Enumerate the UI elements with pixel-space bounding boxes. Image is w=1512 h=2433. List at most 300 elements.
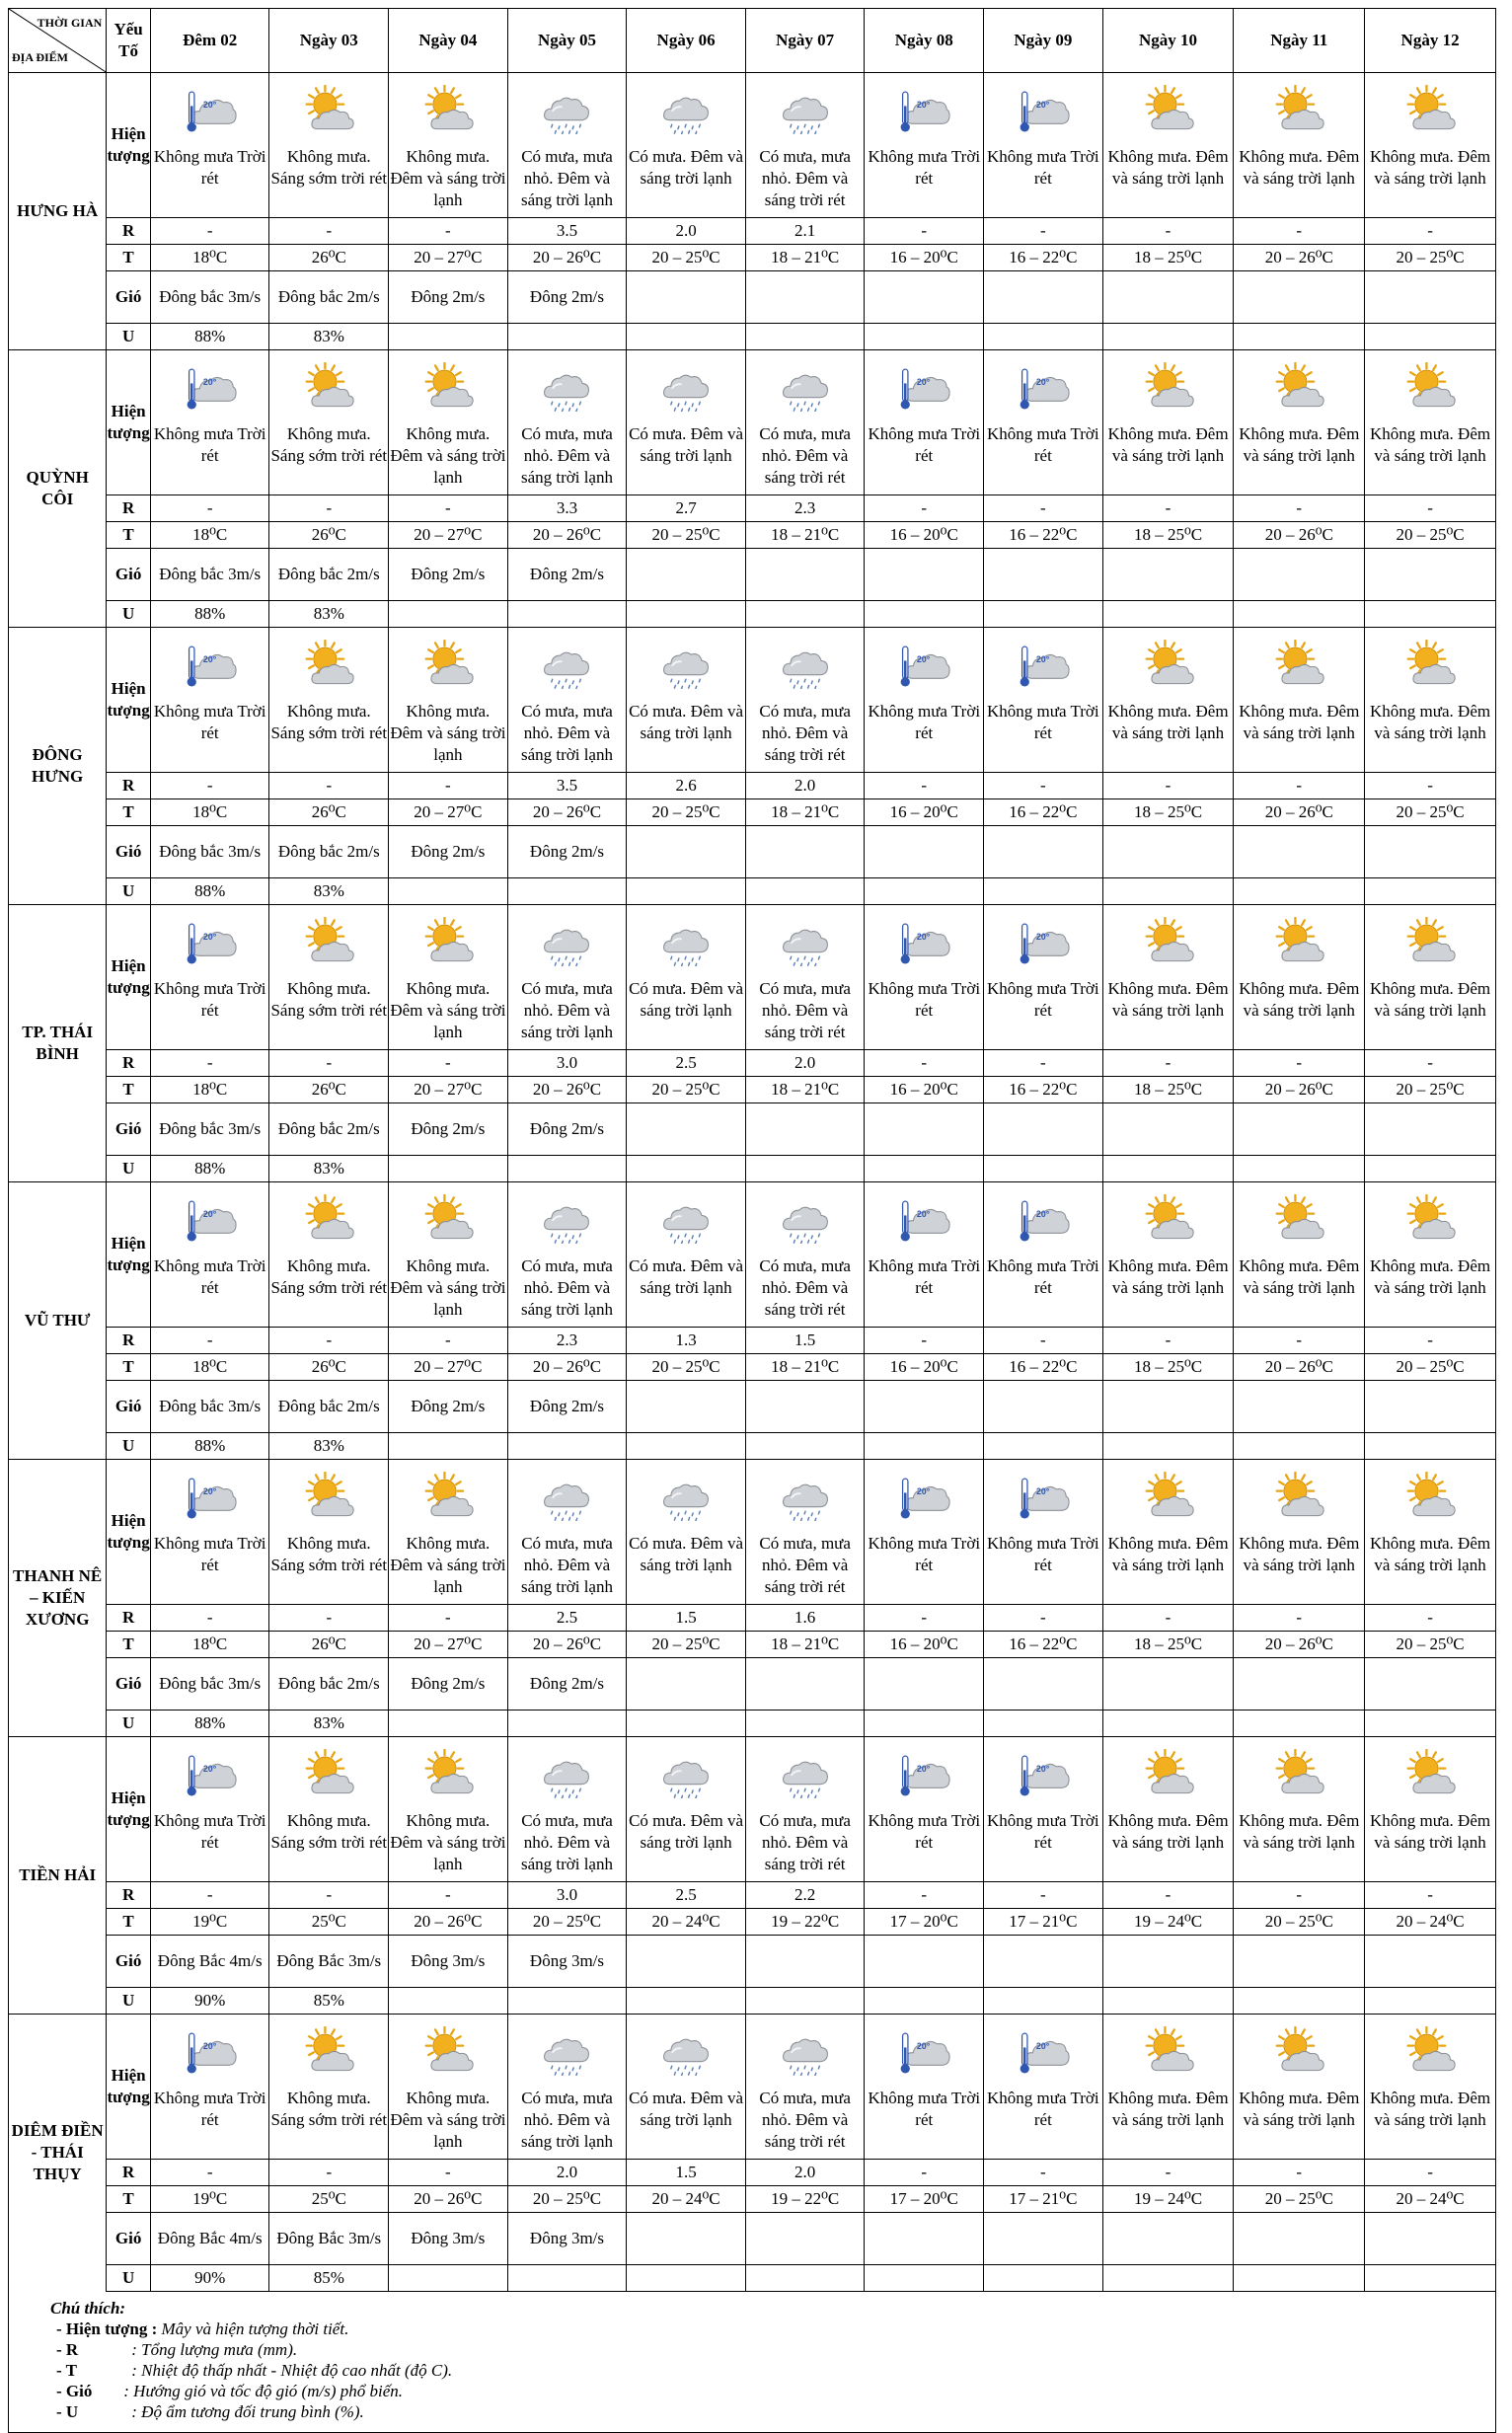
weather-description: Có mưa, mưa nhỏ. Đêm và sáng trời rét (745, 2088, 865, 2160)
weather-description: Có mưa, mưa nhỏ. Đêm và sáng trời rét (745, 701, 865, 773)
thermometer-cloud-icon (184, 99, 237, 117)
rain-value: 2.0 (627, 218, 746, 245)
temp-value: 20 – 24⁰C (1365, 1909, 1496, 1936)
rain-value: - (1365, 2160, 1496, 2186)
location-icon-row (9, 350, 1496, 424)
rain-value: - (150, 1882, 269, 1909)
day-header: Ngày 11 (1234, 9, 1365, 73)
temp-label: T (107, 245, 151, 271)
wind-value (1365, 2213, 1496, 2265)
rain-value: - (865, 218, 984, 245)
sun-cloud-icon (1403, 1763, 1457, 1782)
rain-value: - (150, 1050, 269, 1077)
svg-text:20°: 20° (917, 100, 931, 111)
sun-cloud-icon (421, 2040, 475, 2059)
weather-description: Không mưa. Đêm và sáng trời lạnh (1102, 1810, 1234, 1882)
weather-description: Có mưa. Đêm và sáng trời lạnh (627, 1810, 746, 1882)
humidity-value (507, 324, 627, 350)
humidity-value: 88% (150, 878, 269, 905)
rain-label: R (107, 1328, 151, 1354)
humidity-value (984, 1711, 1103, 1737)
weather-icon-cell (389, 905, 508, 979)
wind-value (984, 2213, 1103, 2265)
rain-value: - (389, 1328, 508, 1354)
temp-value: 16 – 22⁰C (984, 1077, 1103, 1103)
humidity-label: U (107, 1711, 151, 1737)
phenomenon-label: Hiện tượng (107, 1737, 151, 1882)
weather-icon-cell (150, 350, 269, 424)
note-line (9, 2360, 1495, 2381)
humidity-value (389, 1711, 508, 1737)
weather-icon-cell (150, 2015, 269, 2089)
wind-value (1234, 1103, 1365, 1156)
rain-value: 3.0 (507, 1050, 627, 1077)
rain-value: - (389, 1605, 508, 1632)
wind-row (9, 549, 1496, 601)
temp-value: 26⁰C (269, 1077, 389, 1103)
humidity-value (1102, 1711, 1234, 1737)
temp-value: 20 – 25⁰C (627, 522, 746, 549)
sun-cloud-icon (1142, 931, 1195, 950)
weather-icon-cell (269, 1737, 389, 1811)
wind-row (9, 1658, 1496, 1711)
temp-value: 18 – 21⁰C (745, 1354, 865, 1381)
temp-label: T (107, 1077, 151, 1103)
thermometer-cloud-icon (897, 1208, 950, 1227)
sun-cloud-icon (1272, 931, 1325, 950)
phenomenon-label: Hiện tượng (107, 350, 151, 495)
wind-value (1102, 549, 1234, 601)
weather-description: Không mưa. Đêm và sáng trời lạnh (1365, 423, 1496, 495)
humidity-label: U (107, 601, 151, 628)
wind-value: Đông 2m/s (389, 1658, 508, 1711)
weather-icon-cell (865, 1737, 984, 1811)
rain-value: - (269, 495, 389, 522)
weather-icon-cell (1365, 1182, 1496, 1256)
weather-icon-cell (389, 1182, 508, 1256)
rain-cloud-icon (659, 931, 713, 950)
weather-icon-cell (865, 350, 984, 424)
rain-value: 2.1 (745, 218, 865, 245)
humidity-value (865, 1156, 984, 1182)
humidity-label: U (107, 1988, 151, 2015)
humidity-row (9, 1433, 1496, 1460)
rain-cloud-icon (540, 1208, 593, 1227)
weather-icon-cell (150, 905, 269, 979)
humidity-row (9, 878, 1496, 905)
humidity-value: 83% (269, 878, 389, 905)
rain-value: - (1234, 1605, 1365, 1632)
notes-title: Chú thích: (50, 2299, 126, 2318)
wind-value (1234, 2213, 1365, 2265)
temp-value: 18⁰C (150, 1632, 269, 1658)
temp-row (9, 522, 1496, 549)
wind-value: Đông 3m/s (389, 1936, 508, 1988)
temp-value: 20 – 24⁰C (1365, 2186, 1496, 2213)
temp-value: 18 – 25⁰C (1102, 1077, 1234, 1103)
weather-icon-cell (627, 905, 746, 979)
wind-value: Đông bắc 2m/s (269, 549, 389, 601)
note-key: - T (56, 2361, 77, 2380)
weather-icon-cell (507, 1182, 627, 1256)
rain-value: - (984, 1882, 1103, 1909)
rain-cloud-icon (779, 2040, 832, 2059)
temp-value: 18 – 25⁰C (1102, 522, 1234, 549)
weather-icon-cell (627, 1460, 746, 1534)
temp-value: 16 – 22⁰C (984, 245, 1103, 271)
wind-label: Gió (107, 2213, 151, 2265)
weather-description: Không mưa. Đêm và sáng trời lạnh (1365, 1533, 1496, 1605)
humidity-value (507, 2265, 627, 2292)
location-name: ĐÔNG HƯNG (9, 628, 107, 905)
rain-cloud-icon (659, 99, 713, 117)
humidity-value (1102, 878, 1234, 905)
humidity-value (507, 1988, 627, 2015)
temp-value: 19 – 24⁰C (1102, 1909, 1234, 1936)
humidity-value (507, 1711, 627, 1737)
weather-icon-cell (389, 2015, 508, 2089)
wind-row (9, 826, 1496, 878)
rain-value: - (1234, 1882, 1365, 1909)
temp-value: 26⁰C (269, 522, 389, 549)
weather-icon-cell (984, 628, 1103, 702)
temp-value: 17 – 21⁰C (984, 2186, 1103, 2213)
rain-value: - (1234, 1050, 1365, 1077)
location-desc-row (9, 701, 1496, 773)
sun-cloud-icon (1403, 376, 1457, 395)
weather-description: Có mưa, mưa nhỏ. Đêm và sáng trời rét (745, 978, 865, 1050)
phenomenon-label: Hiện tượng (107, 1460, 151, 1605)
corner-place-label: ĐỊA ĐIỂM (12, 50, 69, 64)
rain-row (9, 1328, 1496, 1354)
sun-cloud-icon (302, 2040, 355, 2059)
sun-cloud-icon (302, 1763, 355, 1782)
humidity-value (1234, 1988, 1365, 2015)
wind-value: Đông Bắc 4m/s (150, 1936, 269, 1988)
wind-value: Đông bắc 3m/s (150, 1381, 269, 1433)
rain-row (9, 495, 1496, 522)
temp-value: 17 – 20⁰C (865, 1909, 984, 1936)
note-line (9, 2339, 1495, 2360)
weather-icon-cell (269, 2015, 389, 2089)
weather-icon-cell (1102, 1460, 1234, 1534)
sun-cloud-icon (1142, 2040, 1195, 2059)
weather-icon-cell (745, 1460, 865, 1534)
weather-icon-cell (627, 2015, 746, 2089)
svg-text:20°: 20° (1035, 377, 1050, 388)
sun-cloud-icon (1142, 653, 1195, 672)
weather-icon-cell (984, 1737, 1103, 1811)
weather-icon-cell (627, 73, 746, 147)
wind-row (9, 1936, 1496, 1988)
humidity-value: 83% (269, 1711, 389, 1737)
weather-description: Có mưa, mưa nhỏ. Đêm và sáng trời lạnh (507, 701, 627, 773)
rain-value: 1.5 (745, 1328, 865, 1354)
rain-value: - (984, 1050, 1103, 1077)
wind-value: Đông 3m/s (507, 2213, 627, 2265)
weather-icon-cell (865, 628, 984, 702)
rain-value: - (1365, 1328, 1496, 1354)
humidity-value (865, 1988, 984, 2015)
temp-row (9, 1909, 1496, 1936)
rain-value: - (1102, 1328, 1234, 1354)
wind-value (745, 1103, 865, 1156)
phenomenon-label: Hiện tượng (107, 2015, 151, 2160)
svg-text:20°: 20° (1035, 2041, 1050, 2052)
weather-icon-cell (745, 2015, 865, 2089)
weather-icon-cell (865, 2015, 984, 2089)
location-desc-row (9, 1255, 1496, 1328)
wind-value: Đông bắc 2m/s (269, 1658, 389, 1711)
rain-value: - (1102, 1605, 1234, 1632)
temp-value: 19⁰C (150, 1909, 269, 1936)
day-header: Ngày 10 (1102, 9, 1234, 73)
weather-icon-cell (1365, 628, 1496, 702)
wind-value (1102, 271, 1234, 324)
temp-value: 20 – 27⁰C (389, 799, 508, 826)
rain-value: - (1234, 1328, 1365, 1354)
wind-value (865, 1658, 984, 1711)
sun-cloud-icon (302, 653, 355, 672)
location-name: DIÊM ĐIỀN - THÁI THỤY (9, 2015, 107, 2292)
svg-text:20°: 20° (202, 1486, 217, 1497)
weather-description: Không mưa Trời rét (150, 1533, 269, 1605)
wind-value (865, 1381, 984, 1433)
rain-cloud-icon (779, 931, 832, 950)
svg-text:20°: 20° (917, 377, 931, 388)
weather-description: Có mưa, mưa nhỏ. Đêm và sáng trời lạnh (507, 1533, 627, 1605)
weather-description: Không mưa. Đêm và sáng trời lạnh (1365, 146, 1496, 218)
weather-description: Không mưa. Đêm và sáng trời lạnh (389, 2088, 508, 2160)
humidity-row (9, 1711, 1496, 1737)
weather-icon-cell (1102, 1182, 1234, 1256)
weather-icon-cell (269, 628, 389, 702)
weather-icon-cell (745, 628, 865, 702)
sun-cloud-icon (1403, 653, 1457, 672)
weather-description: Không mưa. Đêm và sáng trời lạnh (1102, 423, 1234, 495)
wind-value: Đông Bắc 3m/s (269, 1936, 389, 1988)
humidity-value (745, 601, 865, 628)
humidity-value: 83% (269, 601, 389, 628)
temp-row (9, 799, 1496, 826)
humidity-value (984, 878, 1103, 905)
humidity-value: 88% (150, 1156, 269, 1182)
svg-text:20°: 20° (1035, 932, 1050, 943)
humidity-value (984, 1433, 1103, 1460)
weather-description: Có mưa, mưa nhỏ. Đêm và sáng trời rét (745, 146, 865, 218)
temp-value: 25⁰C (269, 2186, 389, 2213)
humidity-value (507, 878, 627, 905)
svg-text:20°: 20° (917, 932, 931, 943)
sun-cloud-icon (1142, 1485, 1195, 1504)
humidity-value (627, 1433, 746, 1460)
weather-description: Không mưa. Đêm và sáng trời lạnh (1234, 978, 1365, 1050)
svg-text:20°: 20° (1035, 1764, 1050, 1775)
rain-value: - (1102, 773, 1234, 799)
svg-text:20°: 20° (1035, 654, 1050, 665)
weather-icon-cell (1102, 2015, 1234, 2089)
temp-value: 20 – 27⁰C (389, 1354, 508, 1381)
weather-icon-cell (269, 350, 389, 424)
rain-row (9, 1050, 1496, 1077)
weather-icon-cell (1365, 1737, 1496, 1811)
weather-description: Có mưa. Đêm và sáng trời lạnh (627, 1533, 746, 1605)
wind-value (984, 549, 1103, 601)
location-desc-row (9, 1810, 1496, 1882)
humidity-value (1234, 878, 1365, 905)
wind-value: Đông 2m/s (507, 1103, 627, 1156)
weather-icon-cell (150, 1460, 269, 1534)
humidity-value (1365, 1711, 1496, 1737)
temp-value: 18 – 25⁰C (1102, 799, 1234, 826)
weather-description: Không mưa Trời rét (984, 701, 1103, 773)
rain-value: - (1102, 218, 1234, 245)
wind-value: Đông Bắc 4m/s (150, 2213, 269, 2265)
wind-value (627, 1381, 746, 1433)
humidity-value (1365, 601, 1496, 628)
rain-value: - (389, 1050, 508, 1077)
humidity-value (984, 601, 1103, 628)
wind-value: Đông 2m/s (389, 271, 508, 324)
wind-value (1365, 1936, 1496, 1988)
header-row (9, 9, 1496, 73)
weather-description: Không mưa. Đêm và sáng trời lạnh (1365, 978, 1496, 1050)
rain-value: - (1365, 1050, 1496, 1077)
sun-cloud-icon (302, 1208, 355, 1227)
rain-value: - (269, 1605, 389, 1632)
corner-time-label: THỜI GIAN (37, 16, 103, 30)
note-value: : Hướng gió và tốc độ gió (m/s) phổ biến. (123, 2382, 403, 2400)
humidity-value (745, 878, 865, 905)
weather-icon-cell (150, 1182, 269, 1256)
rain-value: 2.5 (507, 1605, 627, 1632)
rain-value: 1.3 (627, 1328, 746, 1354)
weather-icon-cell (150, 1737, 269, 1811)
location-name: TIỀN HẢI (9, 1737, 107, 2015)
weather-icon-cell (745, 1182, 865, 1256)
weather-icon-cell (1365, 2015, 1496, 2089)
weather-icon-cell (1234, 905, 1365, 979)
temp-row (9, 1354, 1496, 1381)
weather-description: Không mưa. Đêm và sáng trời lạnh (1234, 1810, 1365, 1882)
humidity-value: 90% (150, 1988, 269, 2015)
svg-text:20°: 20° (917, 1486, 931, 1497)
humidity-label: U (107, 878, 151, 905)
rain-value: - (1102, 495, 1234, 522)
weather-description: Có mưa. Đêm và sáng trời lạnh (627, 978, 746, 1050)
wind-value: Đông bắc 2m/s (269, 1103, 389, 1156)
rain-value: - (389, 1882, 508, 1909)
weather-description: Không mưa. Đêm và sáng trời lạnh (1102, 2088, 1234, 2160)
weather-icon-cell (1365, 73, 1496, 147)
rain-value: - (1234, 218, 1365, 245)
wind-value (865, 1103, 984, 1156)
weather-description: Có mưa. Đêm và sáng trời lạnh (627, 423, 746, 495)
weather-description: Không mưa. Đêm và sáng trời lạnh (1365, 1810, 1496, 1882)
sun-cloud-icon (302, 99, 355, 117)
temp-value: 20 – 26⁰C (507, 245, 627, 271)
temp-label: T (107, 2186, 151, 2213)
rain-value: - (150, 495, 269, 522)
rain-cloud-icon (779, 1208, 832, 1227)
rain-value: 2.0 (745, 1050, 865, 1077)
thermometer-cloud-icon (1017, 99, 1070, 117)
temp-value: 18⁰C (150, 522, 269, 549)
rain-value: - (1365, 218, 1496, 245)
temp-value: 16 – 20⁰C (865, 1077, 984, 1103)
weather-icon-cell (507, 2015, 627, 2089)
temp-value: 18⁰C (150, 245, 269, 271)
sun-cloud-icon (1272, 99, 1325, 117)
humidity-value (627, 1156, 746, 1182)
rain-value: 2.5 (627, 1050, 746, 1077)
humidity-value (984, 1156, 1103, 1182)
rain-row (9, 1882, 1496, 1909)
rain-value: - (984, 218, 1103, 245)
temp-value: 18 – 21⁰C (745, 245, 865, 271)
wind-value (865, 2213, 984, 2265)
weather-description: Không mưa Trời rét (150, 978, 269, 1050)
sun-cloud-icon (1142, 376, 1195, 395)
humidity-value (745, 324, 865, 350)
svg-text:20°: 20° (202, 654, 217, 665)
location-desc-row (9, 978, 1496, 1050)
sun-cloud-icon (1403, 1485, 1457, 1504)
wind-value (627, 2213, 746, 2265)
temp-value: 17 – 20⁰C (865, 2186, 984, 2213)
thermometer-cloud-icon (897, 1485, 950, 1504)
humidity-value (1102, 1433, 1234, 1460)
weather-icon-cell (984, 2015, 1103, 2089)
sun-cloud-icon (1272, 1763, 1325, 1782)
thermometer-cloud-icon (1017, 653, 1070, 672)
temp-value: 20 – 25⁰C (627, 1354, 746, 1381)
wind-label: Gió (107, 1103, 151, 1156)
humidity-value (984, 1988, 1103, 2015)
weather-icon-cell (269, 73, 389, 147)
thermometer-cloud-icon (1017, 1208, 1070, 1227)
humidity-value (627, 878, 746, 905)
weather-description: Không mưa. Đêm và sáng trời lạnh (1102, 1533, 1234, 1605)
temp-value: 18⁰C (150, 1077, 269, 1103)
svg-text:20°: 20° (202, 377, 217, 388)
day-header: Ngày 07 (745, 9, 865, 73)
weather-icon-cell (150, 73, 269, 147)
temp-value: 18 – 25⁰C (1102, 1632, 1234, 1658)
rain-value: 2.3 (507, 1328, 627, 1354)
weather-description: Không mưa. Sáng sớm trời rét (269, 2088, 389, 2160)
temp-value: 19 – 22⁰C (745, 2186, 865, 2213)
weather-description: Không mưa. Đêm và sáng trời lạnh (389, 423, 508, 495)
thermometer-cloud-icon (897, 1763, 950, 1782)
humidity-value (1365, 878, 1496, 905)
temp-value: 20 – 25⁰C (1365, 1077, 1496, 1103)
svg-text:20°: 20° (1035, 1209, 1050, 1220)
rain-value: 2.3 (745, 495, 865, 522)
wind-value (984, 826, 1103, 878)
svg-text:20°: 20° (202, 932, 217, 943)
wind-value: Đông 3m/s (507, 1936, 627, 1988)
weather-description: Không mưa Trời rét (150, 1810, 269, 1882)
thermometer-cloud-icon (1017, 931, 1070, 950)
wind-value: Đông bắc 3m/s (150, 271, 269, 324)
weather-icon-cell (865, 1182, 984, 1256)
wind-value (1102, 1103, 1234, 1156)
humidity-label: U (107, 324, 151, 350)
weather-icon-cell (1234, 350, 1365, 424)
day-header: Đêm 02 (150, 9, 269, 73)
weather-description: Có mưa, mưa nhỏ. Đêm và sáng trời rét (745, 1533, 865, 1605)
